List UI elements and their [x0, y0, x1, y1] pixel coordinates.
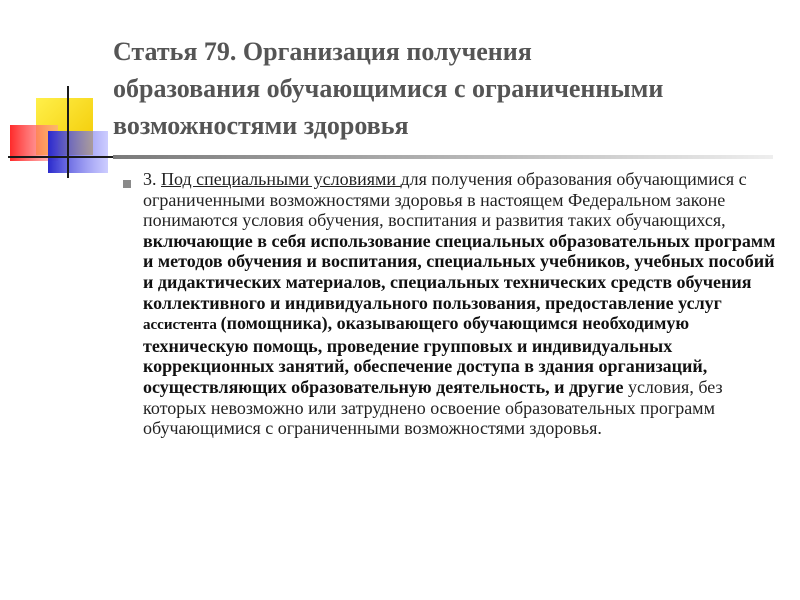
title-line-2: образования обучающимися с ограниченными [113, 74, 664, 103]
underlined-term: Под специальными условиями [161, 169, 401, 189]
bullet-square-icon [123, 180, 131, 188]
plain-text-2: условия, без которых невозможно или затруднено освоение образовательных программ обучающимися с ограниченными возможностями здоровья. [143, 376, 723, 439]
paragraph-number: 3. [143, 169, 161, 189]
plain-text-1: для получения образования обучающимися с ограниченными возможностями здоровья в настоящем Федеральном законе понимаются условия обучения, воспитания и развития таких обучающихся, [143, 169, 747, 231]
blue-square [48, 131, 108, 173]
bold-text-2: (помощника), оказывающего обучающимся необходимую техническую помощь, проведение групповых и индивидуальных коррекционных занятий, обеспечение доступа в здания организаций, осуществляющих образовательную деятельность, и другие [143, 313, 708, 397]
title-divider [113, 155, 773, 159]
bold-text-1: включающие в себя использование специальных образовательных программ и методов обучения и воспитания, специальных учебников, учебных пособий и дидактических материалов, специальных технических средств обучения коллективного и индивидуального пользования, предоставление услуг [143, 230, 776, 313]
title-line-1: Статья 79. Организация получения [113, 37, 532, 66]
title-line-3: возможностями здоровья [113, 111, 409, 140]
small-bold-text: ассистента [143, 317, 221, 334]
article-paragraph [143, 169, 788, 439]
slide-title [113, 33, 793, 144]
